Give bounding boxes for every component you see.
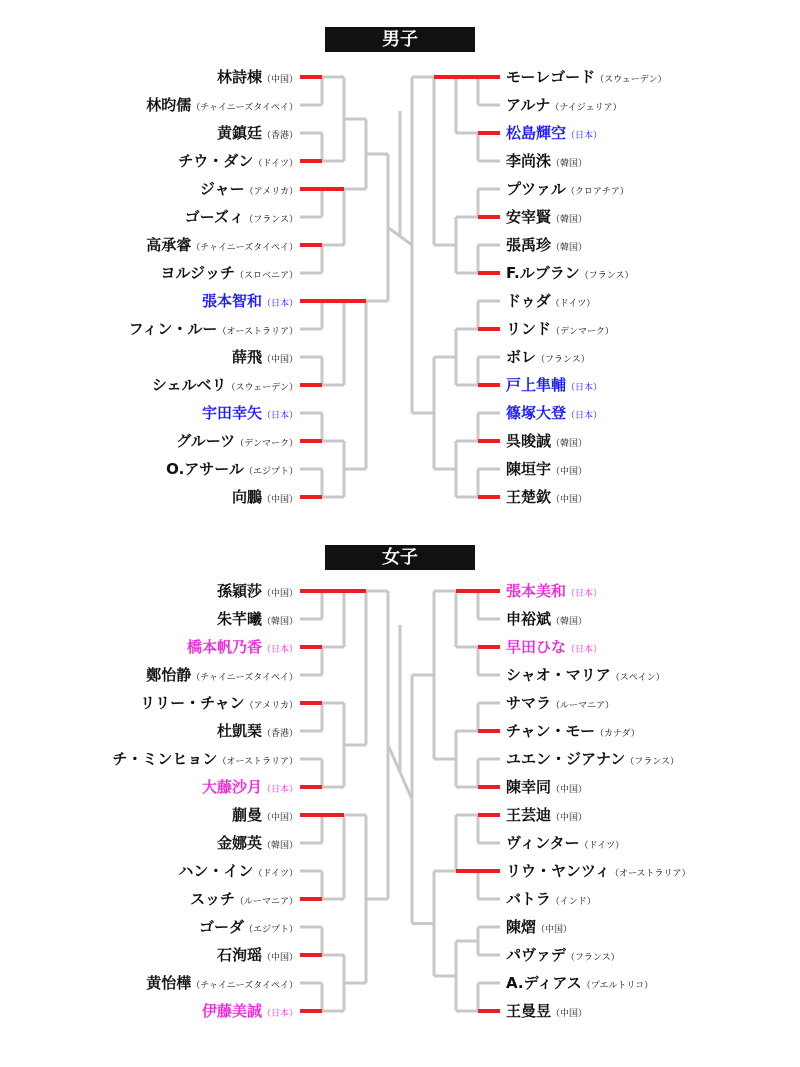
player-country: （中国）: [261, 75, 298, 85]
player-country: （日本）: [566, 383, 603, 393]
player-entry: [506, 93, 622, 117]
player-country: （中国）: [261, 355, 298, 365]
player-name: モーレゴード: [506, 68, 596, 86]
player-entry: [129, 317, 298, 341]
player-name: ハン・イン: [178, 862, 254, 880]
women-section-header: 女子: [325, 545, 475, 570]
player-name: 鄭怡静: [146, 666, 192, 684]
player-entry: [506, 663, 665, 687]
player-entry: [506, 775, 587, 799]
player-name: スッチ: [190, 890, 235, 908]
player-country: （スウェーデン）: [595, 75, 667, 85]
player-entry: [217, 579, 298, 603]
player-country: （デンマーク）: [235, 439, 298, 449]
player-name: 呉晙誠: [506, 432, 552, 450]
player-entry: [146, 663, 298, 687]
player-entry: [202, 775, 298, 799]
player-country: （日本）: [261, 1009, 298, 1019]
player-country: （フランス）: [625, 757, 679, 767]
player-entry: [146, 93, 298, 117]
player-country: （チャイニーズタイペイ）: [191, 673, 298, 683]
player-country: （日本）: [566, 411, 603, 421]
player-name: 宇田幸矢: [201, 404, 262, 422]
player-name: 陳幸同: [506, 778, 552, 796]
player-country: （中国）: [551, 813, 588, 823]
player-name: アルナ: [506, 96, 551, 114]
player-entry: [506, 607, 587, 631]
player-entry: [217, 943, 298, 967]
player-country: （ドイツ）: [253, 159, 298, 169]
player-name: 李尚洙: [506, 152, 552, 170]
player-country: （デンマーク）: [551, 327, 614, 337]
player-entry: [506, 345, 590, 369]
player-name: サマラ: [506, 694, 552, 712]
player-country: （韓国）: [551, 159, 588, 169]
player-country: （チャイニーズタイペイ）: [191, 243, 298, 253]
player-country: （フランス）: [536, 355, 590, 365]
player-entry: [202, 999, 298, 1023]
player-entry: [178, 859, 298, 883]
player-entry: [199, 915, 298, 939]
player-country: （日本）: [261, 785, 298, 795]
player-country: （アメリカ）: [244, 701, 298, 711]
player-entry: [146, 233, 298, 257]
player-name: ヴィンター: [506, 834, 580, 852]
player-entry: [232, 345, 298, 369]
player-country: （日本）: [261, 645, 298, 655]
player-name: 林昀儒: [146, 96, 192, 114]
player-entry: [217, 607, 298, 631]
player-entry: [506, 261, 633, 285]
player-name: 早田ひな: [506, 638, 567, 656]
player-name: 王曼昱: [506, 1002, 552, 1020]
player-entry: [506, 373, 602, 397]
player-name: ゴーダ: [198, 918, 244, 936]
player-entry: [506, 887, 596, 911]
player-entry: [217, 831, 298, 855]
player-country: （スロベニア）: [234, 271, 298, 281]
player-name: 石洵瑶: [216, 946, 262, 964]
player-country: （ドイツ）: [579, 841, 625, 851]
player-name: シェルベリ: [151, 376, 227, 394]
player-name: 王芸迪: [506, 806, 552, 824]
player-country: （オーストラリア）: [609, 869, 691, 879]
player-entry: [178, 149, 298, 173]
player-entry: [160, 261, 298, 285]
player-entry: [146, 971, 298, 995]
player-country: （ナイジェリア）: [550, 103, 622, 113]
player-name: 高承睿: [146, 236, 192, 254]
player-country: （ルーマニア）: [551, 701, 615, 711]
player-name: 松島輝空: [506, 124, 567, 142]
player-country: （中国）: [261, 813, 298, 823]
player-country: （カナダ）: [594, 729, 640, 739]
player-name: 申裕斌: [506, 610, 552, 628]
player-name: 孫穎莎: [216, 582, 262, 600]
player-country: （香港）: [261, 131, 298, 141]
player-entry: [506, 831, 624, 855]
player-name: 金娜英: [216, 834, 262, 852]
player-name: 陳垣宇: [506, 460, 552, 478]
player-country: （エジプト）: [243, 925, 298, 935]
player-name: A.ディアス: [506, 974, 582, 992]
player-entry: [200, 177, 298, 201]
player-entry: [217, 65, 298, 89]
player-name: リウ・ヤンツィ: [506, 862, 610, 880]
player-name: ヨルジッチ: [160, 264, 235, 282]
player-entry: [217, 121, 298, 145]
player-country: （日本）: [261, 411, 298, 421]
player-name: 黄怡樺: [146, 974, 192, 992]
player-name: チャン・モー: [506, 722, 595, 740]
player-name: 杜凱琹: [216, 722, 262, 740]
player-country: （中国）: [551, 467, 588, 477]
player-entry: [166, 457, 298, 481]
men-section-header: 男子: [325, 27, 475, 52]
player-country: （アメリカ）: [244, 187, 298, 197]
player-name: 戸上隼輔: [506, 376, 567, 394]
player-name: グルーツ: [176, 432, 236, 450]
player-country: （中国）: [551, 1009, 588, 1019]
player-country: （中国）: [261, 589, 298, 599]
player-country: （日本）: [566, 589, 603, 599]
player-country: （中国）: [536, 925, 573, 935]
player-name: 張本智和: [201, 292, 262, 310]
player-country: （フランス）: [579, 271, 634, 281]
player-name: 橋本帆乃香: [186, 638, 262, 656]
player-name: F.ルブラン: [506, 264, 580, 282]
player-name: 陳熠: [506, 918, 537, 936]
player-entry: [176, 429, 298, 453]
player-name: 朱芊曦: [216, 610, 262, 628]
player-name: 黄鎮廷: [216, 124, 262, 142]
player-name: チウ・ダン: [178, 152, 254, 170]
player-name: ゴーズィ: [184, 208, 245, 226]
player-country: （チャイニーズタイペイ）: [191, 103, 298, 113]
player-entry: [506, 65, 667, 89]
player-entry: [185, 205, 298, 229]
player-name: 向鵬: [231, 488, 262, 506]
player-country: （スペイン）: [610, 673, 665, 683]
player-entry: [232, 803, 298, 827]
player-entry: [506, 579, 602, 603]
player-country: （中国）: [551, 495, 588, 505]
player-name: O.アサール: [166, 460, 244, 478]
player-name: リリー・チャン: [140, 694, 245, 712]
player-name: 薛飛: [231, 348, 262, 366]
player-entry: [190, 887, 298, 911]
player-country: （エジプト）: [243, 467, 298, 477]
player-name: 張本美和: [506, 582, 567, 600]
player-country: （香港）: [261, 729, 298, 739]
player-entry: [506, 429, 587, 453]
player-entry: [506, 719, 640, 743]
player-name: フィン・ルー: [128, 320, 218, 338]
player-name: 篠塚大登: [506, 404, 567, 422]
player-entry: [112, 747, 298, 771]
player-country: （クロアチア）: [565, 187, 629, 197]
player-entry: [506, 149, 587, 173]
player-country: （韓国）: [551, 215, 588, 225]
player-entry: [506, 401, 602, 425]
player-entry: [506, 971, 653, 995]
player-country: （中国）: [551, 785, 588, 795]
player-name: パヴァデ: [506, 946, 566, 964]
player-entry: [506, 289, 595, 313]
player-entry: [506, 485, 587, 509]
player-country: （中国）: [261, 953, 298, 963]
player-country: （韓国）: [261, 841, 298, 851]
player-name: プツァル: [506, 180, 566, 198]
player-name: ドゥダ: [506, 292, 551, 310]
player-country: （韓国）: [261, 617, 298, 627]
player-name: 大藤沙月: [201, 778, 262, 796]
player-country: （チャイニーズタイペイ）: [191, 981, 298, 991]
player-country: （ドイツ）: [550, 299, 596, 309]
player-country: （オーストラリア）: [217, 327, 298, 337]
player-country: （日本）: [566, 131, 603, 141]
player-entry: [506, 457, 587, 481]
player-entry: [506, 915, 572, 939]
player-entry: [202, 401, 298, 425]
player-name: 蒯曼: [231, 806, 262, 824]
player-name: 張禹珍: [506, 236, 552, 254]
player-entry: [232, 485, 298, 509]
player-entry: [152, 373, 298, 397]
player-country: （ルーマニア）: [234, 897, 298, 907]
player-entry: [506, 943, 620, 967]
player-name: リンド: [506, 320, 552, 338]
player-entry: [140, 691, 298, 715]
player-entry: [506, 121, 602, 145]
player-country: （韓国）: [551, 243, 588, 253]
player-country: （フランス）: [244, 215, 298, 225]
player-name: ジャー: [199, 180, 245, 198]
player-entry: [202, 289, 298, 313]
player-entry: [187, 635, 298, 659]
player-country: （中国）: [261, 495, 298, 505]
player-name: 林詩棟: [216, 68, 262, 86]
player-country: （日本）: [261, 299, 298, 309]
player-name: 伊藤美誠: [201, 1002, 262, 1020]
player-entry: [506, 859, 691, 883]
player-country: （ドイツ）: [253, 869, 298, 879]
player-country: （韓国）: [551, 617, 588, 627]
player-country: （日本）: [566, 645, 603, 655]
player-country: （プエルトリコ）: [581, 981, 654, 991]
player-entry: [506, 205, 587, 229]
player-entry: [506, 233, 587, 257]
player-name: シャオ・マリア: [506, 666, 611, 684]
player-entry: [217, 719, 298, 743]
player-name: 安宰賢: [506, 208, 552, 226]
player-country: （インド）: [550, 897, 596, 907]
player-name: チ・ミンヒョン: [112, 750, 218, 768]
player-entry: [506, 177, 629, 201]
player-country: （スウェーデン）: [226, 383, 298, 393]
player-country: （韓国）: [551, 439, 588, 449]
player-entry: [506, 999, 587, 1023]
player-country: （フランス）: [565, 953, 620, 963]
player-name: バトラ: [506, 890, 551, 908]
player-name: ボレ: [506, 348, 537, 366]
player-entry: [506, 803, 587, 827]
player-entry: [506, 317, 614, 341]
player-country: （オーストラリア）: [217, 757, 298, 767]
player-name: 王楚欽: [506, 488, 552, 506]
player-entry: [506, 635, 602, 659]
player-name: ユエン・ジアナン: [506, 750, 626, 768]
player-entry: [506, 691, 614, 715]
player-entry: [506, 747, 679, 771]
